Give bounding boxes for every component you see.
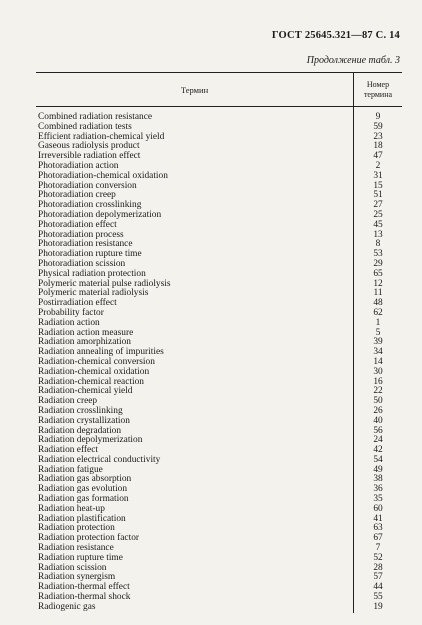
term-cell: Radiation degradation — [38, 425, 122, 436]
term-cell: Radiation action — [38, 317, 100, 328]
term-cell: Photoradiation conversion — [38, 180, 137, 191]
term-cell: Radiation action measure — [38, 327, 134, 338]
term-number-cell: 44 — [373, 582, 383, 593]
term-cell: Radiation depolymerization — [38, 435, 143, 446]
term-number-cell: 55 — [373, 592, 383, 603]
term-cell: Radiation-chemical reaction — [38, 376, 144, 387]
term-number-cell: 12 — [373, 278, 383, 289]
term-cell: Photoradiation depolymerization — [38, 209, 162, 220]
term-cell: Radiation gas formation — [38, 494, 129, 505]
term-cell: Radiation annealing of impurities — [38, 347, 164, 358]
term-cell: Postirradiation effect — [38, 298, 117, 309]
term-cell: Radiation electrical conductivity — [38, 454, 161, 465]
term-cell: Photoradiation process — [38, 229, 124, 240]
term-number-cell: 22 — [373, 386, 383, 397]
term-number-cell: 41 — [373, 513, 383, 524]
term-number-cell: 19 — [373, 601, 383, 612]
term-number-cell: 9 — [375, 112, 381, 122]
column-header-number — [353, 73, 402, 106]
term-number-cell: 8 — [375, 239, 381, 250]
term-cell: Photoradiation action — [38, 160, 119, 171]
term-number-cell: 13 — [373, 229, 383, 240]
term-cell: Combined radiation resistance — [38, 112, 153, 122]
term-number-cell: 47 — [373, 151, 383, 162]
term-number-cell: 56 — [373, 425, 383, 436]
term-cell: Radiation crosslinking — [38, 405, 123, 416]
term-cell: Polymeric material radiolysis — [38, 288, 149, 299]
term-cell: Gaseous radiolysis product — [38, 141, 140, 152]
table-row — [36, 603, 402, 613]
term-number-cell: 50 — [373, 396, 383, 407]
term-number-cell: 29 — [373, 258, 383, 269]
term-cell: Polymeric material pulse radiolysis — [38, 278, 171, 289]
term-number-cell: 67 — [373, 533, 383, 544]
term-number-cell: 27 — [373, 200, 383, 211]
term-number-cell: 18 — [373, 141, 383, 152]
term-cell: Radiation plastification — [38, 513, 126, 524]
term-cell: Photoradiation resistance — [38, 239, 133, 250]
term-cell: Radiation creep — [38, 396, 98, 407]
term-number-cell: 5 — [375, 327, 381, 338]
term-cell: Efficient radiation-chemical yield — [38, 131, 165, 142]
document-reference: ГОСТ 25645.321—87 С. 14 — [271, 30, 400, 41]
term-cell: Radiation protection — [38, 523, 115, 534]
term-number-cell: 26 — [373, 405, 383, 416]
term-number-cell: 38 — [373, 474, 383, 485]
term-number-cell: 52 — [373, 552, 383, 563]
term-cell: Irreversible radiation effect — [38, 151, 141, 162]
term-number-cell: 57 — [373, 572, 383, 583]
term-cell: Physical radiation protection — [38, 268, 146, 279]
term-cell: Radiation protection factor — [38, 533, 140, 544]
term-number-cell: 34 — [373, 347, 383, 358]
term-number-cell: 28 — [373, 562, 383, 573]
term-cell: Radiation resistance — [38, 543, 114, 554]
term-number-cell: 60 — [373, 503, 383, 514]
term-number-cell: 16 — [373, 376, 383, 387]
term-cell: Radiation effect — [38, 445, 98, 456]
term-cell: Radiation synergism — [38, 572, 116, 583]
term-number-cell: 1 — [375, 317, 381, 328]
term-number-cell: 31 — [373, 170, 383, 181]
table-continuation-label: Продолжение табл. 3 — [306, 55, 400, 66]
term-cell: Radiation rupture time — [38, 552, 123, 563]
term-number-cell: 45 — [373, 219, 383, 230]
column-divider — [353, 107, 354, 613]
term-cell: Photoradiation crosslinking — [38, 200, 142, 211]
term-cell: Radiation-thermal shock — [38, 592, 131, 603]
term-number-cell: 11 — [373, 288, 383, 299]
term-cell: Radiation-chemical yield — [38, 386, 133, 397]
term-number-cell: 7 — [375, 543, 381, 554]
term-number-cell: 30 — [373, 366, 383, 377]
term-cell: Radiation-thermal effect — [38, 582, 130, 593]
term-number-cell: 65 — [373, 268, 383, 279]
term-number-cell: 42 — [373, 445, 383, 456]
term-cell: Radiogenic gas — [38, 601, 96, 612]
term-number-cell: 24 — [373, 435, 383, 446]
table-body — [36, 107, 402, 613]
term-number-cell: 15 — [373, 180, 383, 191]
term-cell: Radiation-chemical conversion — [38, 356, 155, 367]
term-cell: Photoradiation-chemical oxidation — [38, 170, 168, 181]
term-cell: Photoradiation rupture time — [38, 249, 142, 260]
term-cell: Radiation-chemical oxidation — [38, 366, 150, 377]
table-header — [36, 72, 402, 107]
term-number-cell: 62 — [373, 307, 383, 318]
column-header-number-line2: термина — [363, 89, 393, 99]
term-number-cell: 36 — [373, 484, 383, 495]
term-cell: Photoradiation scission — [38, 258, 126, 269]
column-header-number-line1: Номер — [366, 79, 390, 89]
term-number-cell: 49 — [373, 464, 383, 475]
term-number-cell: 53 — [373, 249, 383, 260]
term-number-cell: 25 — [373, 209, 383, 220]
term-cell: Photoradiation effect — [38, 219, 117, 230]
term-cell: Radiation gas absorption — [38, 474, 132, 485]
term-number-cell: 39 — [373, 337, 383, 348]
term-cell: Photoradiation creep — [38, 190, 116, 201]
term-cell: Radiation amorphization — [38, 337, 131, 348]
term-number-cell: 35 — [373, 494, 383, 505]
term-number-cell: 51 — [373, 190, 383, 201]
term-number-cell: 54 — [373, 454, 383, 465]
term-number-cell: 23 — [373, 131, 383, 142]
term-cell: Radiation scission — [38, 562, 107, 573]
term-number-cell: 63 — [373, 523, 383, 534]
term-cell: Radiation gas evolution — [38, 484, 128, 495]
term-cell: Radiation heat-up — [38, 503, 105, 514]
term-number-cell: 48 — [373, 298, 383, 309]
term-cell: Radiation fatigue — [38, 464, 103, 475]
term-number-cell: 59 — [373, 121, 383, 132]
column-header-term: Термин — [180, 84, 209, 95]
term-cell: Probability factor — [38, 307, 104, 318]
term-number-cell: 40 — [373, 415, 383, 426]
term-cell: Radiation crystallization — [38, 415, 130, 426]
term-number-cell: 14 — [373, 356, 383, 367]
terms-index-table — [36, 72, 402, 613]
term-number-cell: 2 — [375, 160, 381, 171]
term-cell: Combined radiation tests — [38, 121, 132, 132]
